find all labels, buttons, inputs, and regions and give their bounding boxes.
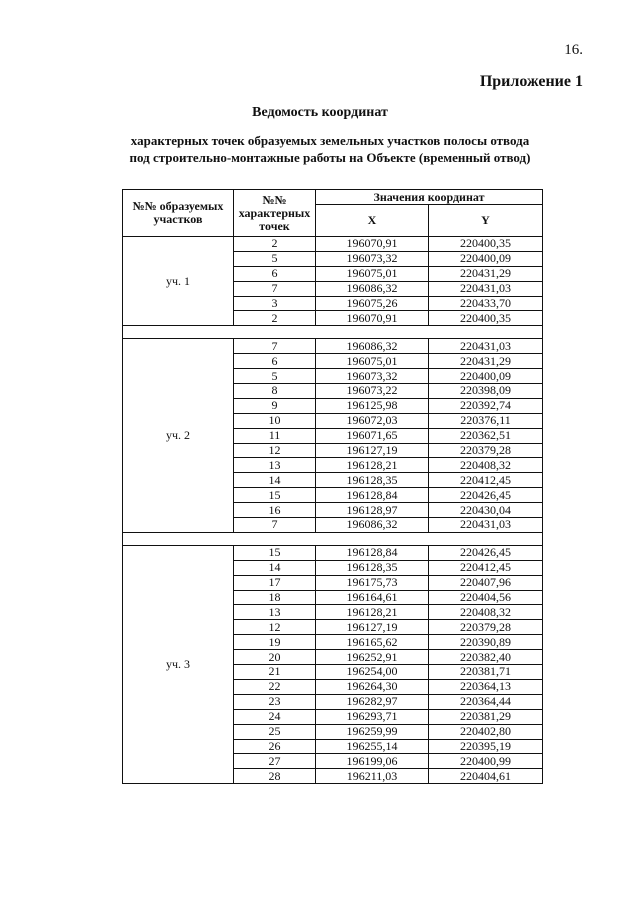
x-coordinate-cell: 196128,35 [316,473,429,488]
y-coordinate-cell: 220431,03 [429,281,543,296]
point-number-cell: 14 [234,473,316,488]
separator-cell [123,326,543,339]
points-column-header: №№ характерных точек [234,190,316,237]
y-coordinate-cell: 220376,11 [429,413,543,428]
point-number-cell: 7 [234,281,316,296]
point-number-cell: 22 [234,679,316,694]
x-coordinate-cell: 196070,91 [316,311,429,326]
x-coordinate-cell: 196255,14 [316,739,429,754]
y-coordinate-cell: 220400,99 [429,754,543,769]
x-coordinate-cell: 196075,01 [316,354,429,369]
y-coordinate-cell: 220408,32 [429,458,543,473]
y-coordinate-cell: 220364,44 [429,694,543,709]
plots-column-header: №№ образуемых участков [123,190,234,237]
y-coordinate-cell: 220382,40 [429,650,543,665]
x-coordinate-cell: 196128,97 [316,503,429,518]
x-coordinate-cell: 196075,26 [316,296,429,311]
point-number-cell: 12 [234,443,316,458]
coordinates-column-header: Значения координат [316,190,543,205]
y-coordinate-cell: 220404,61 [429,769,543,784]
y-coordinate-cell: 220362,51 [429,428,543,443]
appendix-label: Приложение 1 [479,73,583,90]
x-coordinate-cell: 196293,71 [316,709,429,724]
point-number-cell: 13 [234,605,316,620]
point-number-cell: 2 [234,237,316,252]
point-number-cell: 27 [234,754,316,769]
x-coordinate-cell: 196128,35 [316,560,429,575]
point-number-cell: 2 [234,311,316,326]
x-coordinate-cell: 196282,97 [316,694,429,709]
x-coordinate-cell: 196165,62 [316,635,429,650]
point-number-cell: 23 [234,694,316,709]
y-coordinate-cell: 220433,70 [429,296,543,311]
x-column-header: X [316,205,429,237]
y-coordinate-cell: 220381,29 [429,709,543,724]
y-coordinate-cell: 220379,28 [429,620,543,635]
y-coordinate-cell: 220408,32 [429,605,543,620]
x-coordinate-cell: 196175,73 [316,575,429,590]
y-coordinate-cell: 220392,74 [429,398,543,413]
y-coordinate-cell: 220402,80 [429,724,543,739]
document-subtitle: характерных точек образуемых земельных участков полосы отвода под строительно-монтажные работы на Объекте (временный отвод) [129,133,531,165]
x-coordinate-cell: 196128,21 [316,458,429,473]
y-coordinate-cell: 220412,45 [429,473,543,488]
y-coordinate-cell: 220379,28 [429,443,543,458]
x-coordinate-cell: 196073,32 [316,369,429,384]
point-number-cell: 3 [234,296,316,311]
x-coordinate-cell: 196164,61 [316,590,429,605]
point-number-cell: 8 [234,384,316,399]
x-coordinate-cell: 196127,19 [316,620,429,635]
x-coordinate-cell: 196128,21 [316,605,429,620]
x-coordinate-cell: 196086,32 [316,339,429,354]
point-number-cell: 18 [234,590,316,605]
y-coordinate-cell: 220426,45 [429,545,543,560]
point-number-cell: 10 [234,413,316,428]
x-coordinate-cell: 196259,99 [316,724,429,739]
point-number-cell: 9 [234,398,316,413]
point-number-cell: 21 [234,665,316,680]
y-coordinate-cell: 220404,56 [429,590,543,605]
table-row [123,237,543,252]
separator-row [123,532,543,545]
x-coordinate-cell: 196128,84 [316,545,429,560]
y-coordinate-cell: 220400,35 [429,237,543,252]
point-number-cell: 24 [234,709,316,724]
y-coordinate-cell: 220431,03 [429,339,543,354]
y-coordinate-cell: 220426,45 [429,488,543,503]
document-title: Ведомость координат [252,105,388,120]
y-coordinate-cell: 220395,19 [429,739,543,754]
table-header [123,190,543,237]
coordinates-table [122,189,543,784]
y-coordinate-cell: 220430,04 [429,503,543,518]
y-coordinate-cell: 220407,96 [429,575,543,590]
y-coordinate-cell: 220400,09 [429,251,543,266]
table-body [123,237,543,784]
y-coordinate-cell: 220390,89 [429,635,543,650]
point-number-cell: 25 [234,724,316,739]
y-coordinate-cell: 220364,13 [429,679,543,694]
plot-name-cell: уч. 1 [123,237,234,326]
x-coordinate-cell: 196086,32 [316,518,429,533]
table-row [123,545,543,560]
y-column-header: Y [429,205,543,237]
point-number-cell: 5 [234,251,316,266]
point-number-cell: 13 [234,458,316,473]
y-coordinate-cell: 220381,71 [429,665,543,680]
table-row [123,339,543,354]
x-coordinate-cell: 196086,32 [316,281,429,296]
y-coordinate-cell: 220412,45 [429,560,543,575]
x-coordinate-cell: 196125,98 [316,398,429,413]
y-coordinate-cell: 220400,09 [429,369,543,384]
point-number-cell: 6 [234,266,316,281]
point-number-cell: 16 [234,503,316,518]
plot-name-cell: уч. 3 [123,545,234,783]
point-number-cell: 14 [234,560,316,575]
point-number-cell: 11 [234,428,316,443]
x-coordinate-cell: 196071,65 [316,428,429,443]
page-number: 16. [564,42,583,58]
x-coordinate-cell: 196264,30 [316,679,429,694]
y-coordinate-cell: 220398,09 [429,384,543,399]
point-number-cell: 26 [234,739,316,754]
point-number-cell: 28 [234,769,316,784]
x-coordinate-cell: 196075,01 [316,266,429,281]
point-number-cell: 20 [234,650,316,665]
x-coordinate-cell: 196070,91 [316,237,429,252]
point-number-cell: 17 [234,575,316,590]
point-number-cell: 15 [234,545,316,560]
point-number-cell: 7 [234,518,316,533]
point-number-cell: 15 [234,488,316,503]
x-coordinate-cell: 196254,00 [316,665,429,680]
y-coordinate-cell: 220400,35 [429,311,543,326]
x-coordinate-cell: 196199,06 [316,754,429,769]
x-coordinate-cell: 196073,32 [316,251,429,266]
x-coordinate-cell: 196211,03 [316,769,429,784]
y-coordinate-cell: 220431,29 [429,354,543,369]
separator-row [123,326,543,339]
point-number-cell: 12 [234,620,316,635]
point-number-cell: 5 [234,369,316,384]
x-coordinate-cell: 196127,19 [316,443,429,458]
y-coordinate-cell: 220431,03 [429,518,543,533]
separator-cell [123,532,543,545]
plot-name-cell: уч. 2 [123,339,234,533]
y-coordinate-cell: 220431,29 [429,266,543,281]
point-number-cell: 19 [234,635,316,650]
x-coordinate-cell: 196128,84 [316,488,429,503]
x-coordinate-cell: 196073,22 [316,384,429,399]
x-coordinate-cell: 196072,03 [316,413,429,428]
point-number-cell: 6 [234,354,316,369]
x-coordinate-cell: 196252,91 [316,650,429,665]
point-number-cell: 7 [234,339,316,354]
